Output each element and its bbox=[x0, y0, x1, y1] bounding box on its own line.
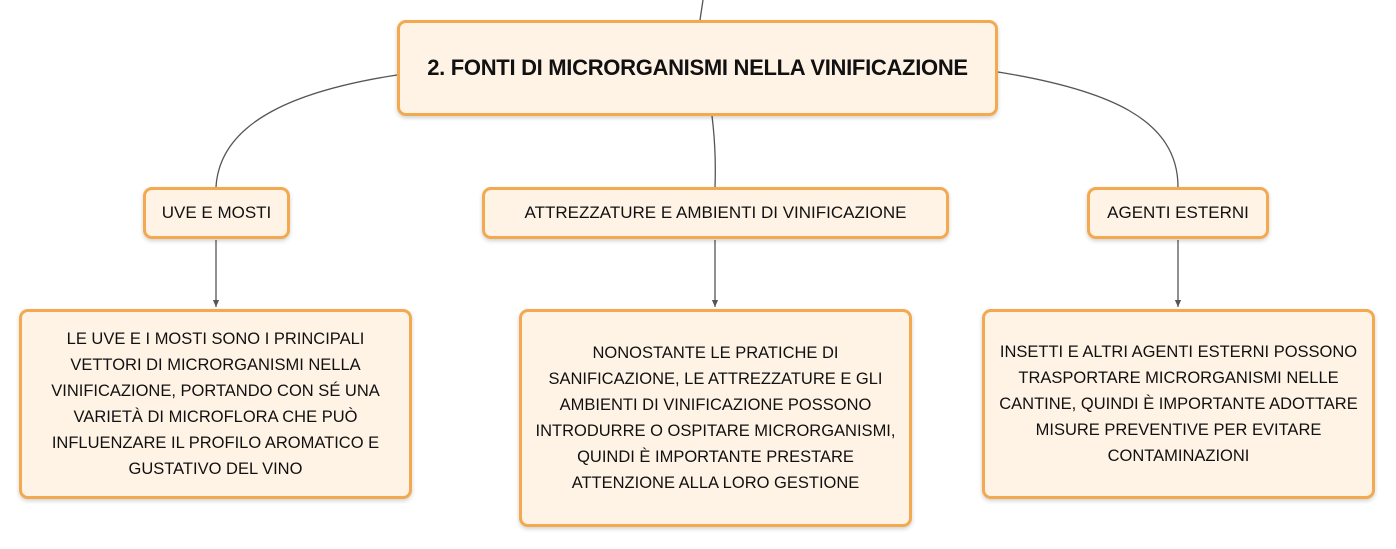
detail-text: NONOSTANTE LE PRATICHE DI SANIFICAZIONE, LE ATTREZZATURE E GLI AMBIENTI DI VINIFICAZIONE POSSONO INTRODURRE O OSPITARE MICRORGANISMI, QUINDI È IMPORTANTE PRESTARE ATTENZIONE ALLA LORO GESTIONE bbox=[535, 344, 896, 492]
root-topic[interactable] bbox=[397, 20, 998, 116]
branch-label: ATTREZZATURE E AMBIENTI DI VINIFICAZIONE bbox=[524, 203, 907, 222]
branch-label: UVE E MOSTI bbox=[161, 203, 272, 222]
detail-attrezzature[interactable] bbox=[519, 309, 912, 527]
branch-attrezzature[interactable] bbox=[482, 187, 949, 239]
connector-root-to-agenti bbox=[998, 72, 1178, 187]
connector-root-to-uve bbox=[216, 75, 397, 187]
connector-root-to-attrezzature bbox=[712, 116, 715, 187]
detail-uve-e-mosti[interactable] bbox=[19, 309, 412, 499]
branch-uve-e-mosti[interactable] bbox=[143, 187, 290, 239]
incoming-connector bbox=[700, 0, 703, 20]
branch-agenti-esterni[interactable] bbox=[1087, 187, 1269, 239]
detail-agenti-esterni[interactable] bbox=[982, 309, 1375, 499]
root-topic-title: 2. FONTI DI MICRORGANISMI NELLA VINIFICAZIONE bbox=[427, 55, 968, 80]
detail-text: INSETTI E ALTRI AGENTI ESTERNI POSSONO TRASPORTARE MICRORGANISMI NELLE CANTINE, QUINDI È IMPORTANTE ADOTTARE MISURE PREVENTIVE PER EVITARE CONTAMINAZIONI bbox=[999, 343, 1358, 465]
detail-text: LE UVE E I MOSTI SONO I PRINCIPALI VETTORI DI MICRORGANISMI NELLA VINIFICAZIONE, PORTANDO CON SÉ UNA VARIETÀ DI MICROFLORA CHE PUÒ INFLUENZARE IL PROFILO AROMATICO E GUSTATIVO DEL VINO bbox=[51, 330, 380, 478]
branch-label: AGENTI ESTERNI bbox=[1107, 203, 1249, 222]
